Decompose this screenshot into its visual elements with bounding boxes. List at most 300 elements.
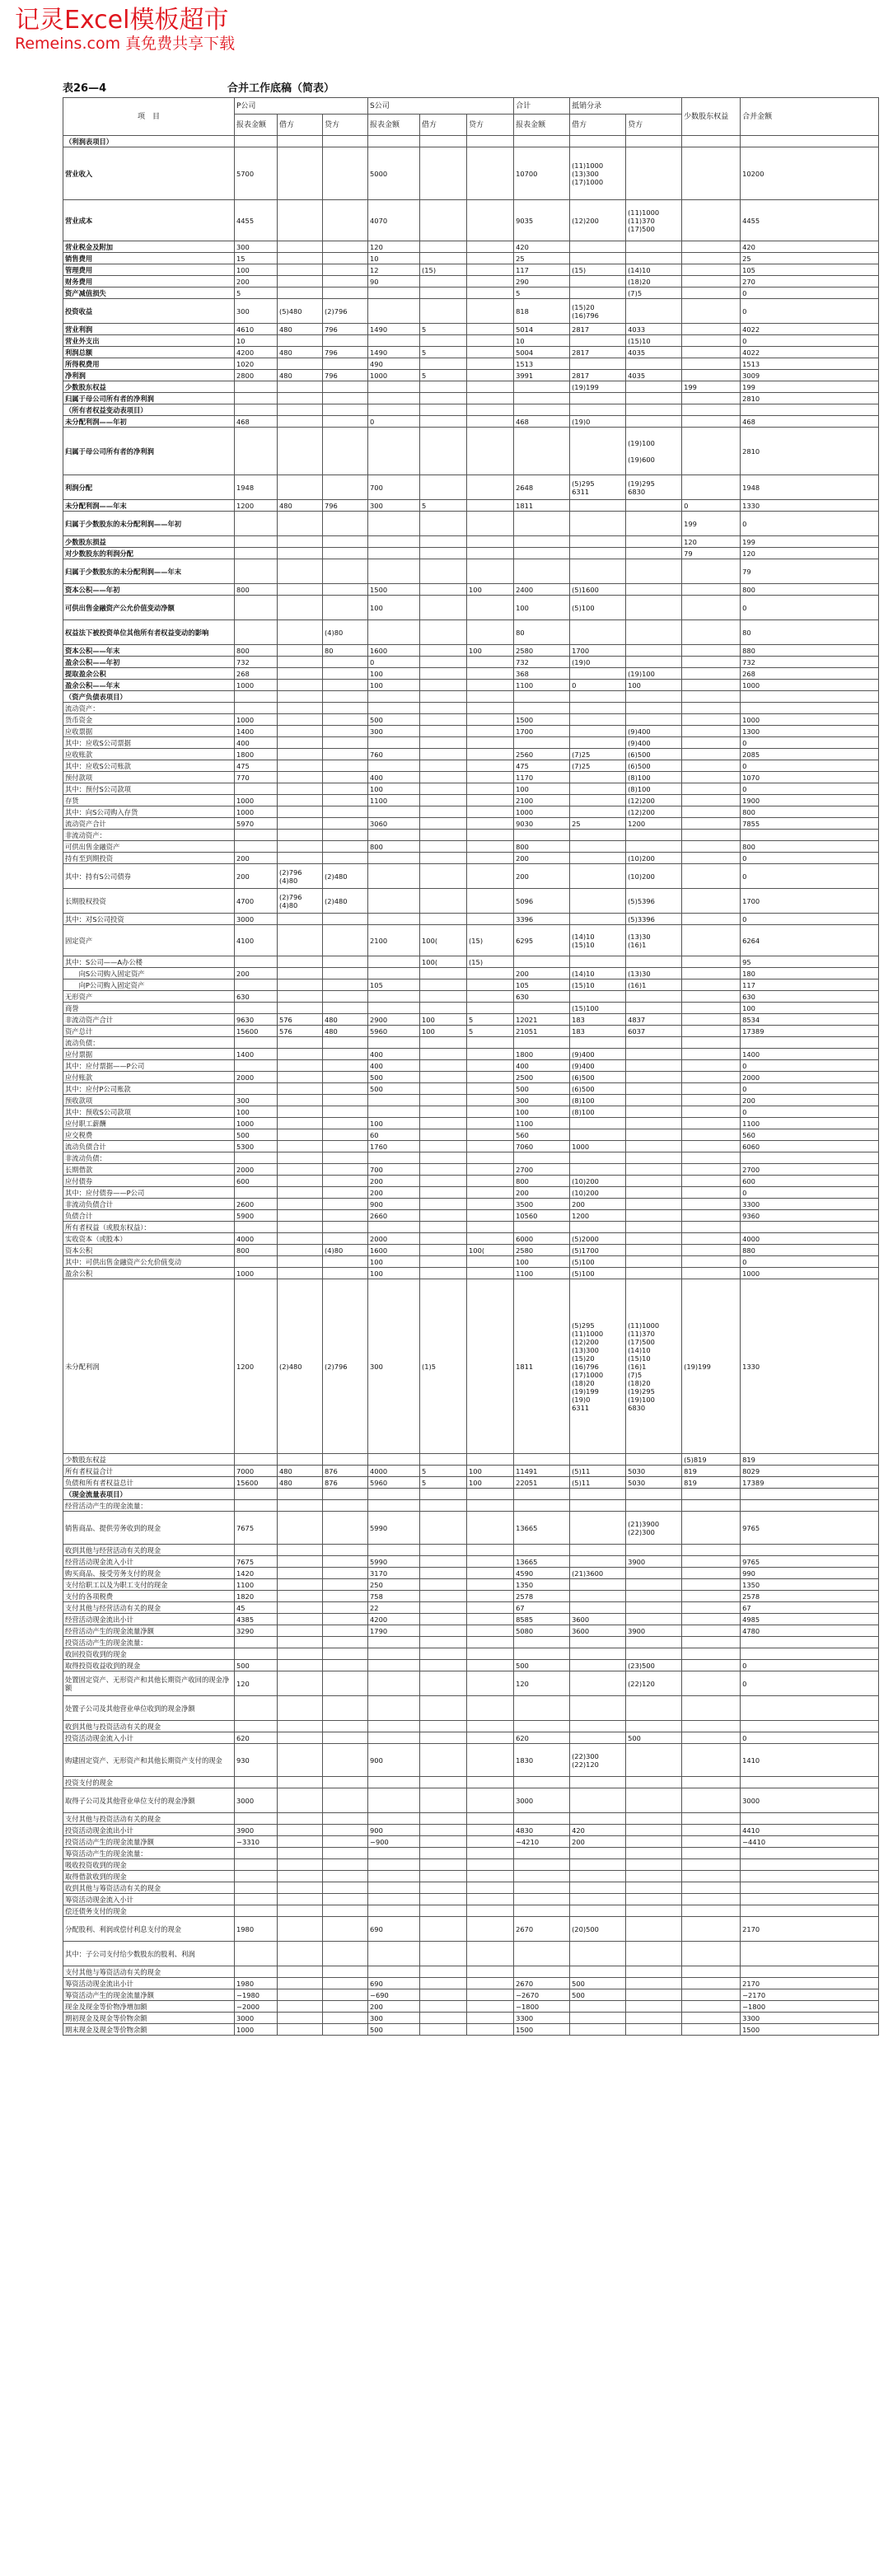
cell-s-credit xyxy=(467,749,514,760)
col-elim-credit: 贷方 xyxy=(626,115,682,136)
cell-elim-credit: (22)120 xyxy=(626,1671,682,1696)
cell-item: 销售商品、提供劳务收到的现金 xyxy=(63,1512,235,1545)
cell-p-report: 300 xyxy=(235,299,278,324)
cell-s-credit xyxy=(467,1591,514,1602)
cell-consolidated: 1500 xyxy=(741,2024,879,2036)
cell-item: 其中：对S公司投资 xyxy=(63,914,235,925)
cell-item: 长期借款 xyxy=(63,1164,235,1176)
cell-p-debit xyxy=(278,783,323,795)
cell-consolidated: 2810 xyxy=(741,428,879,475)
cell-elim-debit: (7)25 xyxy=(570,749,626,760)
cell-p-report: −3310 xyxy=(235,1836,278,1848)
cell-s-credit xyxy=(467,276,514,288)
cell-s-credit xyxy=(467,1978,514,1989)
cell-minority xyxy=(682,200,741,241)
cell-elim-credit xyxy=(626,1871,682,1882)
cell-item: 未分配利润——年初 xyxy=(63,416,235,428)
cell-elim-debit xyxy=(570,335,626,347)
cell-s-debit xyxy=(420,703,467,714)
cell-s-report xyxy=(368,1732,420,1744)
cell-elim-debit xyxy=(570,714,626,726)
cell-p-report: 1980 xyxy=(235,1978,278,1989)
cell-p-credit xyxy=(323,1848,368,1859)
cell-s-debit xyxy=(420,1788,467,1813)
cell-p-debit xyxy=(278,1072,323,1083)
cell-minority xyxy=(682,1222,741,1233)
table-row xyxy=(63,1026,879,1037)
cell-s-credit xyxy=(467,1129,514,1141)
cell-consolidated: 420 xyxy=(741,241,879,253)
cell-s-debit xyxy=(420,475,467,500)
cell-minority xyxy=(682,806,741,818)
cell-total: 12021 xyxy=(514,1014,570,1026)
cell-total: 10700 xyxy=(514,147,570,200)
cell-item: 营业成本 xyxy=(63,200,235,241)
cell-consolidated: 268 xyxy=(741,668,879,680)
cell-minority xyxy=(682,1129,741,1141)
cell-total xyxy=(514,548,570,559)
cell-total: 500 xyxy=(514,1660,570,1671)
cell-elim-credit: (11)1000 (11)370 (17)500 xyxy=(626,200,682,241)
table-row xyxy=(63,1129,879,1141)
cell-elim-credit xyxy=(626,1500,682,1512)
cell-elim-credit xyxy=(626,1233,682,1245)
cell-p-debit xyxy=(278,200,323,241)
cell-p-debit xyxy=(278,1568,323,1579)
cell-s-debit: 5 xyxy=(420,500,467,512)
cell-p-debit xyxy=(278,1744,323,1777)
table-row xyxy=(63,1894,879,1905)
cell-p-report xyxy=(235,1894,278,1905)
cell-minority xyxy=(682,1026,741,1037)
cell-total: 200 xyxy=(514,853,570,864)
cell-s-report: 490 xyxy=(368,358,420,370)
table-row xyxy=(63,1256,879,1268)
cell-p-report: 4200 xyxy=(235,347,278,358)
cell-s-report xyxy=(368,830,420,841)
cell-s-credit xyxy=(467,1732,514,1744)
table-row xyxy=(63,347,879,358)
cell-p-credit xyxy=(323,584,368,596)
col-item: 项 目 xyxy=(63,98,235,136)
cell-s-credit xyxy=(467,1489,514,1500)
cell-s-debit xyxy=(420,1129,467,1141)
cell-elim-credit: (23)500 xyxy=(626,1660,682,1671)
cell-p-report: 15600 xyxy=(235,1477,278,1489)
cell-s-debit xyxy=(420,645,467,657)
cell-s-report: 2100 xyxy=(368,925,420,956)
table-row xyxy=(63,1614,879,1625)
cell-minority xyxy=(682,1152,741,1164)
cell-p-credit xyxy=(323,596,368,620)
cell-item: 处置子公司及其他营业单位收到的现金净额 xyxy=(63,1696,235,1721)
cell-item: 支付其他与经营活动有关的现金 xyxy=(63,1602,235,1614)
cell-consolidated: 1900 xyxy=(741,795,879,806)
cell-p-credit xyxy=(323,1859,368,1871)
table-row xyxy=(63,1095,879,1106)
cell-minority xyxy=(682,1905,741,1917)
cell-minority xyxy=(682,1744,741,1777)
cell-item: （所有者权益变动表项目） xyxy=(63,404,235,416)
cell-p-debit xyxy=(278,335,323,347)
cell-total: 1000 xyxy=(514,806,570,818)
cell-elim-debit xyxy=(570,1732,626,1744)
cell-s-credit xyxy=(467,1106,514,1118)
cell-s-credit xyxy=(467,512,514,536)
cell-elim-credit xyxy=(626,2013,682,2024)
cell-total: 1811 xyxy=(514,1279,570,1454)
cell-p-credit: (4)80 xyxy=(323,620,368,645)
cell-p-report xyxy=(235,1545,278,1556)
cell-s-credit xyxy=(467,347,514,358)
cell-s-report: 500 xyxy=(368,2024,420,2036)
cell-elim-debit xyxy=(570,1037,626,1049)
cell-consolidated: 80 xyxy=(741,620,879,645)
cell-elim-debit xyxy=(570,276,626,288)
cell-p-report xyxy=(235,393,278,404)
cell-consolidated xyxy=(741,1500,879,1512)
cell-item: 预收款项 xyxy=(63,1095,235,1106)
cell-p-credit xyxy=(323,1489,368,1500)
cell-consolidated: 1948 xyxy=(741,475,879,500)
cell-minority xyxy=(682,1500,741,1512)
cell-p-credit xyxy=(323,1836,368,1848)
cell-p-report: −1980 xyxy=(235,1989,278,2001)
cell-total: −4210 xyxy=(514,1836,570,1848)
cell-p-credit xyxy=(323,1095,368,1106)
col-company-s: S公司 xyxy=(368,98,514,115)
table-body xyxy=(63,136,879,2036)
col-p-credit: 贷方 xyxy=(323,115,368,136)
cell-minority xyxy=(682,889,741,914)
cell-p-debit xyxy=(278,806,323,818)
cell-total: −2670 xyxy=(514,1989,570,2001)
cell-p-credit xyxy=(323,668,368,680)
cell-elim-debit xyxy=(570,1660,626,1671)
head-row-1 xyxy=(63,98,879,115)
table-row xyxy=(63,276,879,288)
cell-s-credit xyxy=(467,657,514,668)
cell-p-debit xyxy=(278,1141,323,1152)
cell-total: 2670 xyxy=(514,1978,570,1989)
cell-consolidated: 3300 xyxy=(741,2013,879,2024)
cell-total: 2700 xyxy=(514,1164,570,1176)
cell-item: 预付款项 xyxy=(63,772,235,783)
cell-s-debit xyxy=(420,559,467,584)
cell-s-report: 90 xyxy=(368,276,420,288)
cell-minority xyxy=(682,1859,741,1871)
cell-item: 少数股东损益 xyxy=(63,536,235,548)
cell-p-debit: 480 xyxy=(278,500,323,512)
cell-p-credit xyxy=(323,1500,368,1512)
cell-p-credit: 480 xyxy=(323,1026,368,1037)
table-row xyxy=(63,1083,879,1095)
cell-s-report: 1600 xyxy=(368,645,420,657)
cell-p-report xyxy=(235,136,278,147)
cell-s-debit xyxy=(420,1777,467,1788)
cell-elim-debit: (22)300 (22)120 xyxy=(570,1744,626,1777)
cell-minority xyxy=(682,276,741,288)
cell-total xyxy=(514,1942,570,1966)
cell-item: 实收资本（或股本） xyxy=(63,1233,235,1245)
cell-s-credit xyxy=(467,1848,514,1859)
cell-minority xyxy=(682,830,741,841)
cell-s-credit xyxy=(467,1905,514,1917)
cell-elim-debit xyxy=(570,1129,626,1141)
cell-elim-credit xyxy=(626,1966,682,1978)
cell-s-report: 1490 xyxy=(368,324,420,335)
cell-p-credit xyxy=(323,1118,368,1129)
cell-total: 9030 xyxy=(514,818,570,830)
cell-total xyxy=(514,1037,570,1049)
cell-total: 3991 xyxy=(514,370,570,381)
cell-p-debit xyxy=(278,1978,323,1989)
cell-item: 经营活动现金流出小计 xyxy=(63,1614,235,1625)
cell-p-debit xyxy=(278,584,323,596)
cell-minority xyxy=(682,1836,741,1848)
cell-consolidated xyxy=(741,1882,879,1894)
cell-total: 368 xyxy=(514,668,570,680)
cell-minority xyxy=(682,645,741,657)
cell-minority xyxy=(682,657,741,668)
cell-consolidated: 0 xyxy=(741,1732,879,1744)
cell-minority xyxy=(682,1942,741,1966)
cell-consolidated: 1100 xyxy=(741,1118,879,1129)
cell-total: 1500 xyxy=(514,714,570,726)
cell-item: 无形资产 xyxy=(63,991,235,1003)
cell-elim-debit xyxy=(570,536,626,548)
cell-s-report xyxy=(368,299,420,324)
cell-p-debit xyxy=(278,1512,323,1545)
cell-consolidated xyxy=(741,1894,879,1905)
cell-elim-debit xyxy=(570,253,626,264)
col-s-debit: 借方 xyxy=(420,115,467,136)
cell-item: 资产减值损失 xyxy=(63,288,235,299)
cell-p-report xyxy=(235,1905,278,1917)
cell-s-debit xyxy=(420,393,467,404)
cell-elim-credit xyxy=(626,1222,682,1233)
cell-p-report: 630 xyxy=(235,991,278,1003)
cell-elim-credit xyxy=(626,500,682,512)
cell-elim-credit: 1200 xyxy=(626,818,682,830)
cell-total: 800 xyxy=(514,841,570,853)
cell-consolidated xyxy=(741,1813,879,1825)
cell-elim-credit xyxy=(626,1454,682,1466)
cell-total: 1500 xyxy=(514,2024,570,2036)
cell-elim-debit xyxy=(570,1500,626,1512)
cell-elim-credit: 4035 xyxy=(626,347,682,358)
cell-p-debit xyxy=(278,1614,323,1625)
table-row xyxy=(63,1199,879,1210)
cell-elim-debit xyxy=(570,726,626,737)
cell-item: 资产总计 xyxy=(63,1026,235,1037)
cell-p-report: 2600 xyxy=(235,1199,278,1210)
cell-s-credit xyxy=(467,726,514,737)
table-row xyxy=(63,1466,879,1477)
cell-s-credit xyxy=(467,299,514,324)
cell-s-credit xyxy=(467,864,514,889)
cell-p-debit xyxy=(278,404,323,416)
cell-total: 100 xyxy=(514,1106,570,1118)
cell-elim-debit xyxy=(570,783,626,795)
cell-consolidated: 117 xyxy=(741,979,879,991)
cell-item: 现金及现金等价物净增加额 xyxy=(63,2001,235,2013)
table-row xyxy=(63,968,879,979)
cell-p-debit: 480 xyxy=(278,347,323,358)
cell-p-credit xyxy=(323,1917,368,1942)
cell-s-debit xyxy=(420,1721,467,1732)
table-row xyxy=(63,500,879,512)
cell-consolidated: 0 xyxy=(741,512,879,536)
cell-consolidated: 880 xyxy=(741,1245,879,1256)
cell-elim-debit: (5)2000 xyxy=(570,1233,626,1245)
cell-elim-debit xyxy=(570,1489,626,1500)
cell-elim-credit xyxy=(626,1777,682,1788)
cell-p-report: 7000 xyxy=(235,1466,278,1477)
cell-item: 支付其他与筹资活动有关的现金 xyxy=(63,1966,235,1978)
cell-s-debit xyxy=(420,1210,467,1222)
cell-p-report: 268 xyxy=(235,668,278,680)
cell-p-debit xyxy=(278,1671,323,1696)
cell-p-credit xyxy=(323,726,368,737)
cell-s-credit xyxy=(467,1721,514,1732)
cell-p-debit xyxy=(278,1788,323,1813)
cell-total: 1100 xyxy=(514,680,570,691)
cell-s-report xyxy=(368,1882,420,1894)
page-title: 合并工作底稿（简表） xyxy=(227,82,335,95)
cell-p-debit xyxy=(278,1187,323,1199)
cell-elim-debit: (9)400 xyxy=(570,1060,626,1072)
cell-minority xyxy=(682,668,741,680)
cell-minority xyxy=(682,760,741,772)
cell-s-debit xyxy=(420,668,467,680)
cell-elim-credit xyxy=(626,841,682,853)
cell-total: 420 xyxy=(514,241,570,253)
cell-p-report: 1000 xyxy=(235,714,278,726)
cell-total xyxy=(514,512,570,536)
cell-consolidated: 2170 xyxy=(741,1978,879,1989)
col-total: 合计 xyxy=(514,98,570,115)
cell-p-credit xyxy=(323,1199,368,1210)
cell-p-credit xyxy=(323,1671,368,1696)
cell-elim-credit: (7)5 xyxy=(626,288,682,299)
cell-elim-debit xyxy=(570,1671,626,1696)
cell-elim-credit: 4033 xyxy=(626,324,682,335)
cell-total xyxy=(514,1777,570,1788)
table-row xyxy=(63,1118,879,1129)
cell-s-debit xyxy=(420,714,467,726)
cell-p-debit xyxy=(278,1454,323,1466)
cell-p-debit xyxy=(278,1966,323,1978)
cell-minority xyxy=(682,1003,741,1014)
cell-minority xyxy=(682,596,741,620)
cell-p-debit xyxy=(278,1660,323,1671)
cell-elim-credit: (12)200 xyxy=(626,795,682,806)
cell-minority: 819 xyxy=(682,1477,741,1489)
cell-minority xyxy=(682,264,741,276)
cell-consolidated: 25 xyxy=(741,253,879,264)
cell-p-report xyxy=(235,1489,278,1500)
cell-s-credit xyxy=(467,1118,514,1129)
col-elim-debit: 借方 xyxy=(570,115,626,136)
cell-consolidated: 0 xyxy=(741,760,879,772)
cell-elim-debit xyxy=(570,1602,626,1614)
cell-item: 归属于母公司所有者的净利润 xyxy=(63,428,235,475)
cell-p-report xyxy=(235,1500,278,1512)
cell-p-debit xyxy=(278,657,323,668)
cell-s-report: 900 xyxy=(368,1825,420,1836)
cell-s-credit xyxy=(467,703,514,714)
cell-p-credit xyxy=(323,691,368,703)
cell-total: 5080 xyxy=(514,1625,570,1637)
cell-p-debit xyxy=(278,1268,323,1279)
cell-s-debit xyxy=(420,864,467,889)
cell-p-debit xyxy=(278,2013,323,2024)
cell-p-report: 5300 xyxy=(235,1141,278,1152)
cell-s-report: 690 xyxy=(368,1917,420,1942)
cell-s-debit: 5 xyxy=(420,1477,467,1489)
cell-elim-debit xyxy=(570,2024,626,2036)
cell-elim-debit xyxy=(570,1848,626,1859)
cell-s-report: 5990 xyxy=(368,1512,420,1545)
cell-elim-debit xyxy=(570,559,626,584)
cell-p-report: 600 xyxy=(235,1176,278,1187)
cell-s-credit xyxy=(467,1083,514,1095)
cell-p-debit xyxy=(278,1825,323,1836)
col-company-p: P公司 xyxy=(235,98,368,115)
table-row xyxy=(63,691,879,703)
cell-elim-credit xyxy=(626,1489,682,1500)
cell-elim-debit: (5)295 (11)1000 (12)200 (13)300 (15)20 (16)796 (17)1000 (18)20 (19)199 (19)0 6311 xyxy=(570,1279,626,1454)
table-row xyxy=(63,1696,879,1721)
cell-p-debit xyxy=(278,393,323,404)
cell-total: 818 xyxy=(514,299,570,324)
cell-minority xyxy=(682,1777,741,1788)
cell-s-credit xyxy=(467,914,514,925)
cell-s-debit: 100 xyxy=(420,1014,467,1026)
cell-s-credit xyxy=(467,1894,514,1905)
cell-item: 支付其他与投资活动有关的现金 xyxy=(63,1813,235,1825)
cell-s-credit xyxy=(467,818,514,830)
cell-p-credit xyxy=(323,830,368,841)
cell-consolidated xyxy=(741,1648,879,1660)
cell-s-credit xyxy=(467,1210,514,1222)
cell-s-credit: 100 xyxy=(467,1477,514,1489)
cell-consolidated: 880 xyxy=(741,645,879,657)
cell-s-report xyxy=(368,968,420,979)
cell-s-debit xyxy=(420,1512,467,1545)
cell-minority xyxy=(682,1164,741,1176)
cell-minority xyxy=(682,1625,741,1637)
cell-s-debit xyxy=(420,1579,467,1591)
cell-item: 投资支付的现金 xyxy=(63,1777,235,1788)
cell-item: 购建固定资产、无形资产和其他长期资产支付的现金 xyxy=(63,1744,235,1777)
cell-p-debit xyxy=(278,1625,323,1637)
table-row xyxy=(63,1489,879,1500)
cell-p-report xyxy=(235,783,278,795)
cell-item: 投资收益 xyxy=(63,299,235,324)
cell-elim-credit xyxy=(626,358,682,370)
cell-consolidated: 95 xyxy=(741,956,879,968)
cell-s-credit: (15) xyxy=(467,956,514,968)
cell-item: 持有至到期投资 xyxy=(63,853,235,864)
cell-s-report: 758 xyxy=(368,1591,420,1602)
col-p-debit: 借方 xyxy=(278,115,323,136)
cell-s-report: 1100 xyxy=(368,795,420,806)
cell-s-credit xyxy=(467,1637,514,1648)
cell-elim-debit xyxy=(570,1788,626,1813)
cell-consolidated: 990 xyxy=(741,1568,879,1579)
